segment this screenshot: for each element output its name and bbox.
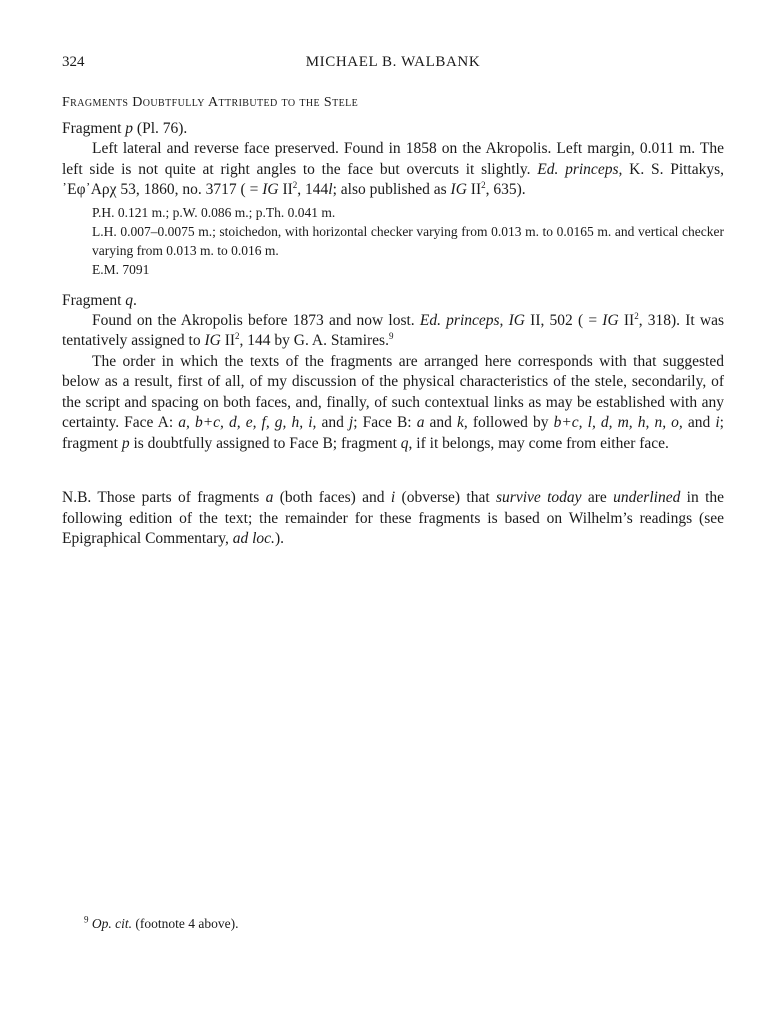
fragment-p-measurements — [92, 203, 724, 279]
page — [62, 0, 724, 1024]
letter-height-line: L.H. 0.007–0.0075 m.; stoichedon, with horizontal checker varying from 0.013 m. to 0.0165 m. and vertical checker varying from 0.013 m. to 0.016 m. — [92, 223, 724, 258]
fragment-q-description: Found on the Akropolis before 1873 and now lost. Ed. princeps, IG II, 502 ( = IG $II^2$, 318). It was tentatively assigned to IG $II^2$, 144 by G. A. Stamires.$^9$ — [62, 310, 725, 349]
section-title: Fragments Doubtfully Attributed to the Stele — [62, 95, 359, 110]
footnote-number: 9 — [84, 914, 89, 925]
footnote-ref[interactable]: 9 — [388, 330, 394, 341]
fragment-order-paragraph: The order in which the texts of the fragments are arranged here corresponds with that suggested below as a result, first of all, of my discussion of the physical characteristics of the stele, secondarily, of the script and spacing on both faces, and, finally, of such contextual links as may be established with any certainty. Face A: a, b+c, d, e, f, g, h, i, and j; Face B: a and k, followed by b+c, l, d, m, h, n, o, and i; fragment p is doubtfully assigned to Face B; fragment q, if it belongs, may come from either face. — [62, 352, 724, 452]
editorial-note: N.B. Those parts of fragments a (both faces) and i (obverse) that survive today are underlined in the following edition of the text; the remainder for these fragments is based on Wilhelm’s readings (see Epigraphical Commentary, ad loc.). — [62, 489, 725, 547]
fragment-q-heading: Fragment q. — [62, 291, 137, 309]
running-head: MICHAEL B. WALBANK — [305, 54, 481, 70]
dimensions-line: P.H. 0.121 m.; p.W. 0.086 m.; p.Th. 0.041 m. — [92, 204, 336, 220]
fragment-p-description: Left lateral and reverse face preserved. Found in 1858 on the Akropolis. Left margin, 0.011 m. The left side is not quite at right angles to the face but overcuts it slightly. Ed. princeps, K. S. Pittakys, ᾿Eφ᾿Aρχ 53, 1860, no. 3717 ( = IG $II^2$, 144l; also published as IG $II^2$, 635). — [62, 140, 725, 198]
inventory-number: E.M. 7091 — [92, 261, 150, 277]
fragment-p-heading: Fragment p (Pl. 76). — [62, 120, 188, 137]
footnote: $^9$ Op. cit. (footnote 4 above). — [84, 914, 239, 931]
main-content — [62, 93, 724, 550]
page-number: 324 — [62, 54, 85, 70]
page-header — [62, 54, 724, 74]
